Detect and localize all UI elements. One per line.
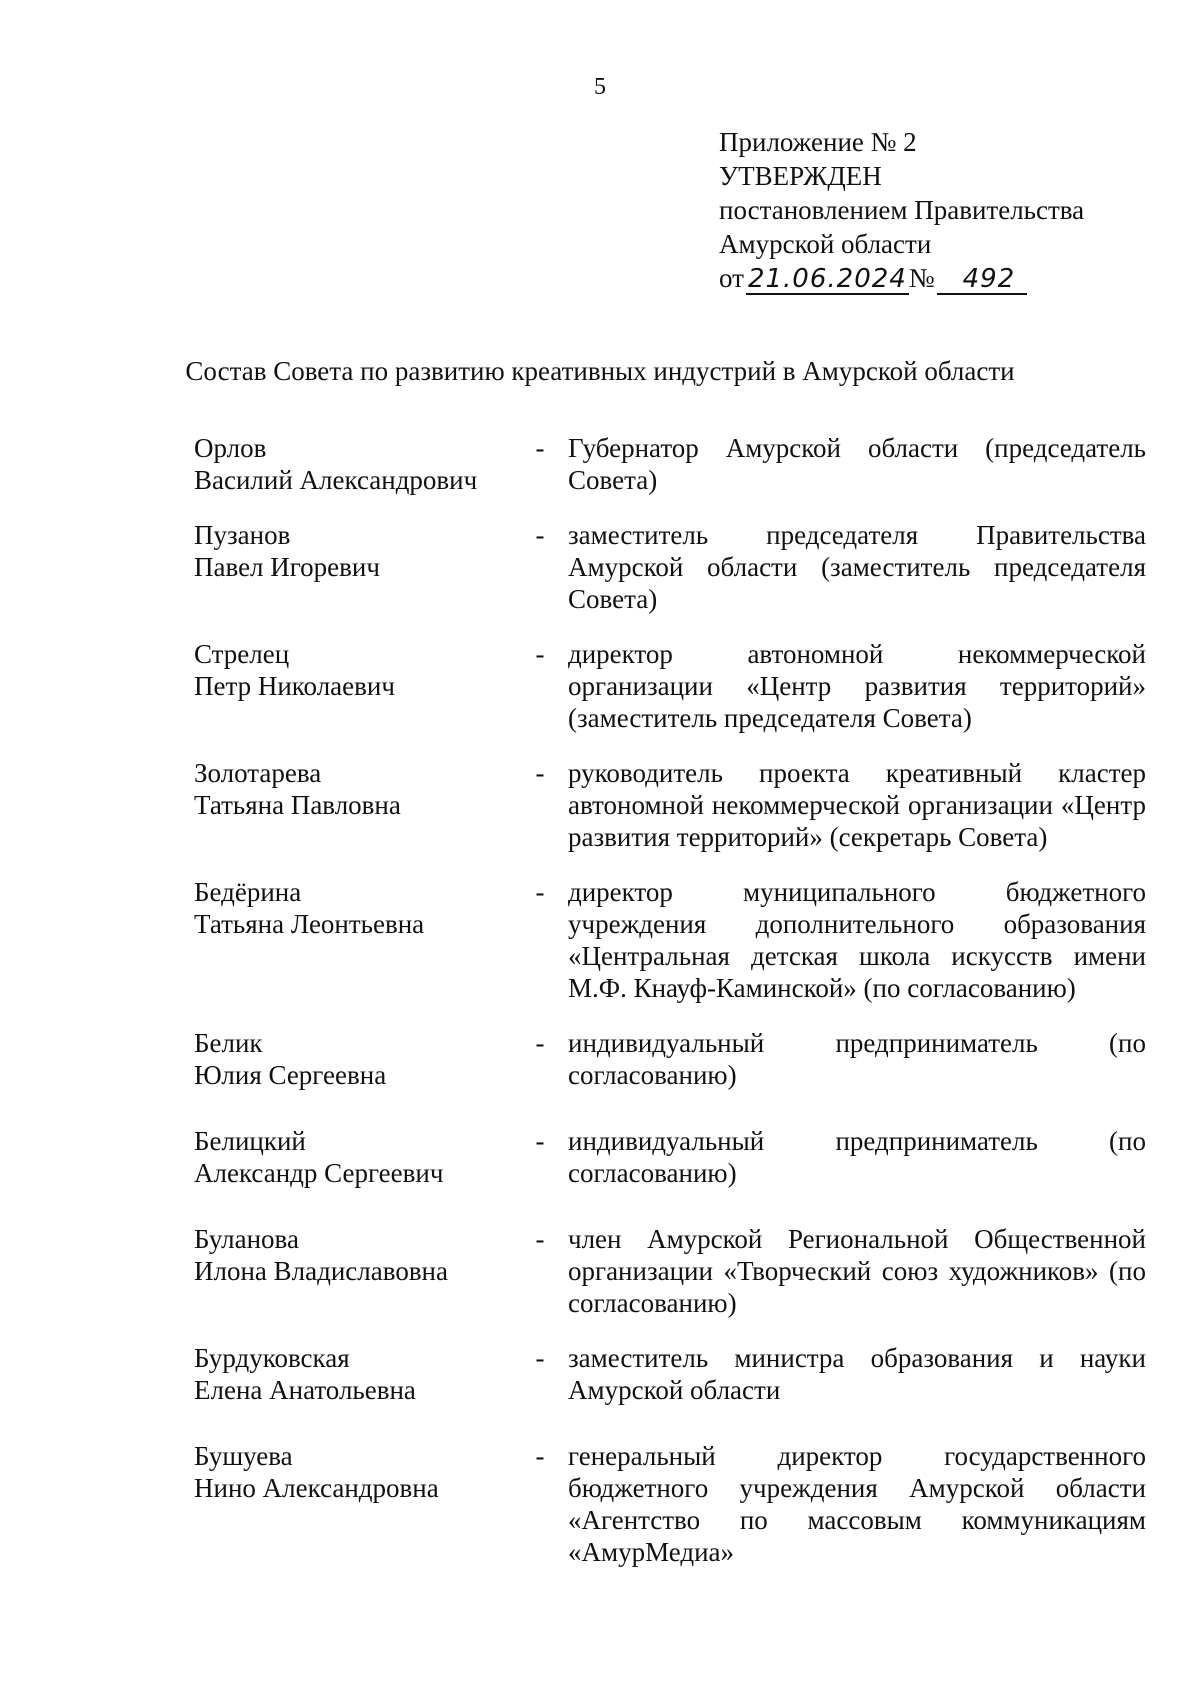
member-role: руководитель проекта креативный кластер автономной некоммерческой организации «Центр развития территорий» (секретарь Совета) bbox=[568, 758, 1146, 852]
member-given-names: Татьяна Павловна bbox=[194, 790, 401, 820]
resolution-label: постановлением Правительства bbox=[719, 195, 1085, 225]
member-row bbox=[194, 1223, 1146, 1319]
member-role: генеральный директор государственного бюджетного учреждения Амурской области «Агентство по массовым коммуникациям «АмурМедиа» bbox=[568, 1441, 1146, 1567]
member-surname: Пузанов bbox=[194, 520, 291, 550]
member-role: индивидуальный предприниматель (по согласованию) bbox=[568, 1028, 1146, 1090]
handwritten-number: 492 bbox=[937, 265, 1028, 295]
member-row bbox=[194, 432, 1146, 496]
member-role: член Амурской Региональной Общественной организации «Творческий союз художников» (по согласованию) bbox=[568, 1224, 1146, 1318]
member-surname: Стрелец bbox=[194, 639, 290, 669]
member-given-names: Нино Александровна bbox=[194, 1473, 439, 1503]
member-given-names: Александр Сергеевич bbox=[194, 1158, 444, 1188]
member-row bbox=[194, 1342, 1146, 1406]
member-name bbox=[194, 1342, 512, 1406]
number-label: № bbox=[908, 263, 935, 293]
member-name bbox=[194, 1027, 512, 1091]
member-dash: - bbox=[535, 1028, 545, 1058]
appendix-label: Приложение № 2 bbox=[719, 127, 917, 157]
member-surname: Золотарева bbox=[194, 758, 322, 788]
region-label: Амурской области bbox=[719, 229, 932, 259]
member-surname: Буланова bbox=[194, 1224, 299, 1254]
date-number-line bbox=[719, 261, 1084, 295]
member-row bbox=[194, 1440, 1146, 1568]
member-role: индивидуальный предприниматель (по согласованию) bbox=[568, 1126, 1146, 1188]
member-given-names: Елена Анатольевна bbox=[194, 1375, 416, 1405]
member-dash: - bbox=[535, 433, 545, 463]
member-surname: Бедёрина bbox=[194, 877, 302, 907]
member-given-names: Павел Игоревич bbox=[194, 552, 380, 582]
member-surname: Орлов bbox=[194, 433, 267, 463]
member-role: заместитель председателя Правительства Амурской области (заместитель председателя Совета) bbox=[568, 520, 1146, 614]
member-row bbox=[194, 1027, 1146, 1091]
member-dash: - bbox=[535, 1343, 545, 1373]
member-row bbox=[194, 519, 1146, 615]
member-given-names: Татьяна Леонтьевна bbox=[194, 909, 425, 939]
member-dash: - bbox=[535, 520, 545, 550]
member-role: директор муниципального бюджетного учреждения дополнительного образования «Центральная детская школа искусств имени М.Ф. Кнауф-Каминской» (по согласованию) bbox=[568, 877, 1146, 1003]
member-given-names: Василий Александрович bbox=[194, 465, 478, 495]
member-dash: - bbox=[535, 1126, 545, 1156]
member-name bbox=[194, 876, 512, 1004]
member-name bbox=[194, 1440, 512, 1568]
member-name bbox=[194, 638, 512, 734]
member-surname: Белицкий bbox=[194, 1126, 306, 1156]
member-surname: Бушуева bbox=[194, 1441, 293, 1471]
member-dash: - bbox=[535, 877, 545, 907]
member-surname: Бурдуковская bbox=[194, 1343, 350, 1373]
member-dash: - bbox=[535, 1224, 545, 1254]
member-name bbox=[194, 1125, 512, 1189]
member-name bbox=[194, 1223, 512, 1319]
member-surname: Белик bbox=[194, 1028, 263, 1058]
document-title: Состав Совета по развитию креативных индустрий в Амурской области bbox=[185, 356, 1015, 386]
approved-label: УТВЕРЖДЕН bbox=[719, 161, 882, 191]
member-role: Губернатор Амурской области (председатель Совета) bbox=[568, 433, 1146, 495]
member-dash: - bbox=[535, 639, 545, 669]
approval-stamp bbox=[719, 125, 1084, 295]
member-given-names: Петр Николаевич bbox=[194, 671, 395, 701]
member-given-names: Юлия Сергеевна bbox=[194, 1060, 387, 1090]
member-role: директор автономной некоммерческой организации «Центр развития территорий» (заместитель председателя Совета) bbox=[568, 639, 1146, 733]
member-row bbox=[194, 757, 1146, 853]
member-name bbox=[194, 432, 512, 496]
member-row bbox=[194, 638, 1146, 734]
member-name bbox=[194, 519, 512, 615]
member-name bbox=[194, 757, 512, 853]
handwritten-date: 21.06.2024 bbox=[747, 264, 907, 294]
member-row bbox=[194, 876, 1146, 1004]
member-role: заместитель министра образования и науки Амурской области bbox=[568, 1343, 1146, 1405]
member-dash: - bbox=[535, 1441, 545, 1471]
page-number: 5 bbox=[594, 74, 606, 100]
member-list bbox=[194, 432, 1146, 1568]
date-prefix: от bbox=[719, 263, 744, 293]
member-given-names: Илона Владиславовна bbox=[194, 1256, 448, 1286]
member-row bbox=[194, 1125, 1146, 1189]
member-dash: - bbox=[535, 758, 545, 788]
